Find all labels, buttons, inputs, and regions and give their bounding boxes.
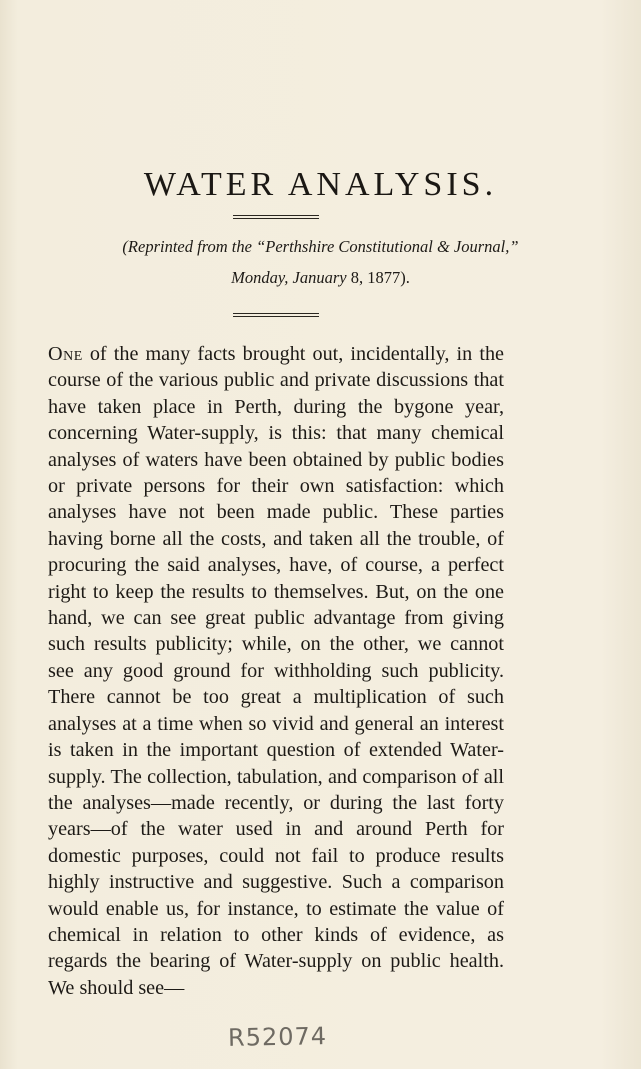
reprint-line-1	[0, 237, 641, 257]
body-first-word: One	[48, 343, 83, 365]
title-rule	[233, 215, 319, 219]
reprint-date-day: Monday, January	[231, 268, 347, 287]
reprint-date-num: 8, 1877).	[350, 268, 410, 287]
shelfmark: R52074	[227, 1022, 328, 1052]
page-title: WATER ANALYSIS.	[143, 166, 498, 203]
reprint-line-2	[0, 268, 641, 288]
reprint-source: (Reprinted from the “Perthshire Constitutional & Journal,”	[122, 237, 519, 256]
body-text: of the many facts brought out, incidentally, in the course of the various public and private discussions that have taken place in Perth, during the bygone year, concerning Water-supply, is this: that many chemical analyses of waters have been obtained by public bodies or private persons for their own satisfaction: which analyses have not been made public. These parties having borne all the costs, and taken all the trouble, of procuring the said analyses, have, of course, a perfect right to keep the results to themselves. But, on the one hand, we can see great public advantage from giving such results publicity; while, on the other, we cannot see any good ground for withholding such publicity. There cannot be too great a multiplication of such analyses at a time when so vivid and general an interest is taken in the important question of extended Water-supply. The collection, tabulation, and comparison of all the analyses—made recently, or during the last forty years—of the water used in and around Perth for domestic purposes, could not fail to produce results highly instructive and suggestive. Such a comparison would enable us, for instance, to estimate the value of chemical in relation to other kinds of evidence, as regards the bearing of Water-supply on public health. We should see—	[48, 343, 504, 999]
reprint-rule	[233, 313, 319, 317]
body-paragraph	[48, 341, 504, 1001]
